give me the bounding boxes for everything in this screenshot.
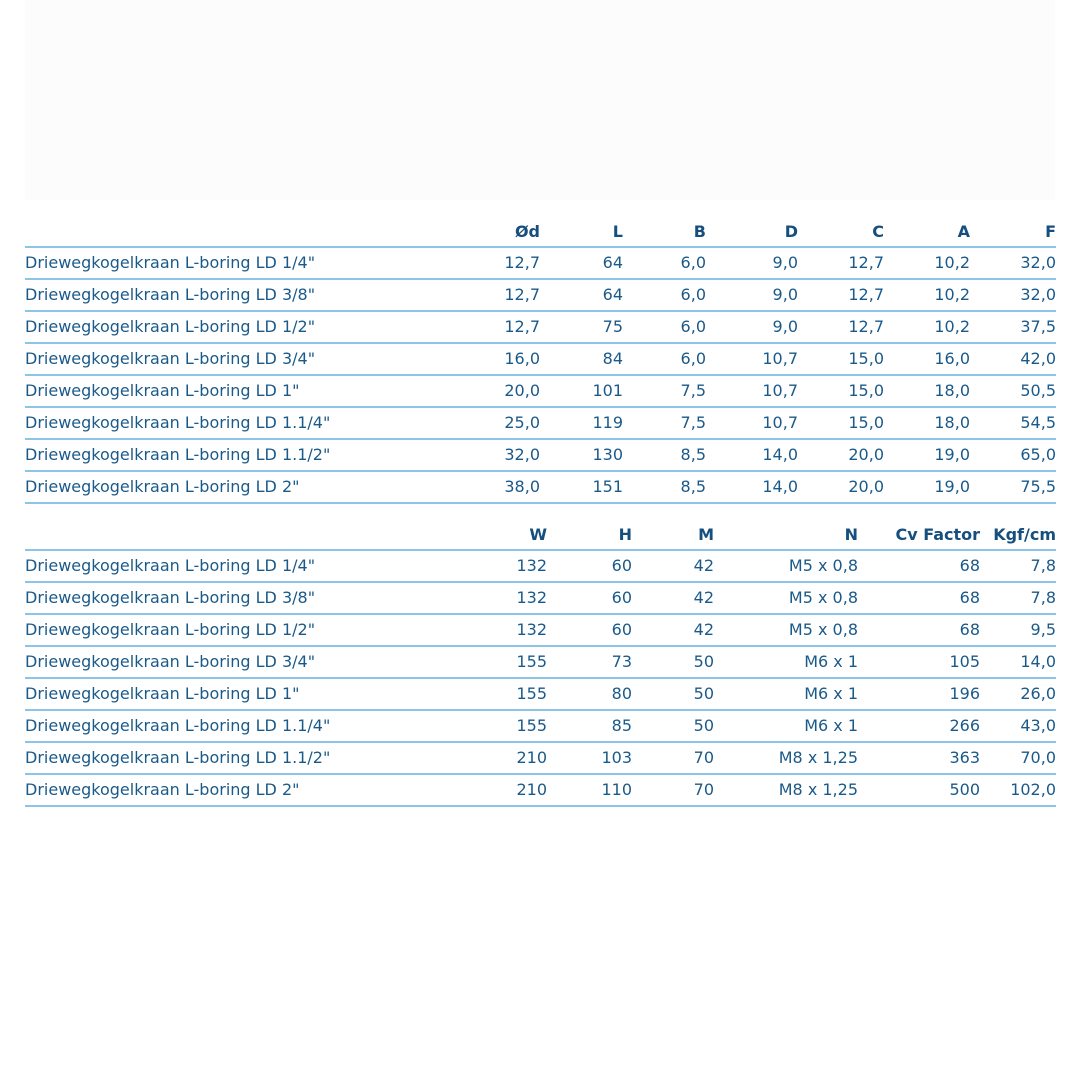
value-cell: 500 — [858, 774, 980, 806]
value-cell: 20,0 — [480, 375, 540, 407]
value-cell: 9,0 — [706, 311, 798, 343]
value-cell: 103 — [547, 742, 632, 774]
value-cell: 68 — [858, 582, 980, 614]
value-cell: 9,0 — [706, 279, 798, 311]
product-name-cell: Driewegkogelkraan L-boring LD 1.1/2" — [25, 742, 480, 774]
value-cell: M8 x 1,25 — [714, 742, 858, 774]
value-cell: 12,7 — [480, 311, 540, 343]
table-row — [25, 407, 1056, 439]
value-cell: 7,8 — [980, 550, 1056, 582]
value-cell: M5 x 0,8 — [714, 550, 858, 582]
table-row — [25, 646, 1056, 678]
value-cell: 101 — [540, 375, 623, 407]
value-cell: 6,0 — [623, 279, 706, 311]
product-name-cell: Driewegkogelkraan L-boring LD 1/4" — [25, 550, 480, 582]
value-cell: 18,0 — [884, 375, 970, 407]
table-row — [25, 582, 1056, 614]
value-cell: 8,5 — [623, 471, 706, 503]
value-cell: 18,0 — [884, 407, 970, 439]
product-name-cell: Driewegkogelkraan L-boring LD 3/8" — [25, 279, 480, 311]
table-row — [25, 742, 1056, 774]
product-name-cell: Driewegkogelkraan L-boring LD 1.1/4" — [25, 710, 480, 742]
value-cell: M6 x 1 — [714, 678, 858, 710]
header-cell-od: Ød — [480, 218, 540, 247]
value-cell: 363 — [858, 742, 980, 774]
value-cell: 50 — [632, 710, 714, 742]
value-cell: 70,0 — [980, 742, 1056, 774]
header-cell-l: L — [540, 218, 623, 247]
value-cell: 110 — [547, 774, 632, 806]
header-cell-kgf-cm: Kgf/cm — [980, 521, 1056, 550]
dimensions-header-row — [25, 218, 1056, 247]
specifications-table — [25, 521, 1056, 807]
value-cell: 26,0 — [980, 678, 1056, 710]
product-name-cell: Driewegkogelkraan L-boring LD 1/2" — [25, 614, 480, 646]
value-cell: 15,0 — [798, 407, 884, 439]
table-row — [25, 614, 1056, 646]
value-cell: 7,5 — [623, 407, 706, 439]
header-cell-h: H — [547, 521, 632, 550]
product-name-cell: Driewegkogelkraan L-boring LD 3/8" — [25, 582, 480, 614]
header-cell-b: B — [623, 218, 706, 247]
header-cell — [25, 521, 480, 550]
value-cell: 12,7 — [480, 279, 540, 311]
value-cell: 9,0 — [706, 247, 798, 279]
header-cell-m: M — [632, 521, 714, 550]
value-cell: 10,2 — [884, 311, 970, 343]
header-cell-cv-factor: Cv Factor — [858, 521, 980, 550]
table-row — [25, 343, 1056, 375]
table-row — [25, 471, 1056, 503]
value-cell: 70 — [632, 742, 714, 774]
value-cell: M6 x 1 — [714, 646, 858, 678]
header-cell-c: C — [798, 218, 884, 247]
value-cell: M8 x 1,25 — [714, 774, 858, 806]
value-cell: 75 — [540, 311, 623, 343]
value-cell: 12,7 — [798, 311, 884, 343]
product-name-cell: Driewegkogelkraan L-boring LD 1/4" — [25, 247, 480, 279]
header-cell-n: N — [714, 521, 858, 550]
value-cell: 102,0 — [980, 774, 1056, 806]
table-row — [25, 710, 1056, 742]
value-cell: 10,7 — [706, 407, 798, 439]
product-name-cell: Driewegkogelkraan L-boring LD 1.1/4" — [25, 407, 480, 439]
value-cell: 132 — [480, 582, 547, 614]
value-cell: 196 — [858, 678, 980, 710]
value-cell: 38,0 — [480, 471, 540, 503]
product-name-cell: Driewegkogelkraan L-boring LD 1.1/2" — [25, 439, 480, 471]
value-cell: 60 — [547, 550, 632, 582]
dimensions-table — [25, 218, 1056, 504]
value-cell: M5 x 0,8 — [714, 582, 858, 614]
value-cell: 19,0 — [884, 439, 970, 471]
value-cell: 43,0 — [980, 710, 1056, 742]
value-cell: 130 — [540, 439, 623, 471]
value-cell: 7,5 — [623, 375, 706, 407]
value-cell: 60 — [547, 582, 632, 614]
header-cell-a: A — [884, 218, 970, 247]
table-row — [25, 678, 1056, 710]
value-cell: 132 — [480, 550, 547, 582]
table-row — [25, 375, 1056, 407]
table-row — [25, 279, 1056, 311]
product-name-cell: Driewegkogelkraan L-boring LD 3/4" — [25, 343, 480, 375]
value-cell: 64 — [540, 247, 623, 279]
value-cell: 155 — [480, 646, 547, 678]
value-cell: 42 — [632, 550, 714, 582]
value-cell: 155 — [480, 678, 547, 710]
value-cell: 10,7 — [706, 343, 798, 375]
value-cell: 105 — [858, 646, 980, 678]
value-cell: 37,5 — [970, 311, 1056, 343]
value-cell: 12,7 — [798, 247, 884, 279]
value-cell: 85 — [547, 710, 632, 742]
value-cell: 10,2 — [884, 247, 970, 279]
value-cell: 210 — [480, 742, 547, 774]
value-cell: 50 — [632, 678, 714, 710]
value-cell: 20,0 — [798, 471, 884, 503]
value-cell: 14,0 — [706, 471, 798, 503]
value-cell: 84 — [540, 343, 623, 375]
value-cell: 6,0 — [623, 343, 706, 375]
value-cell: 68 — [858, 614, 980, 646]
value-cell: 210 — [480, 774, 547, 806]
value-cell: 32,0 — [970, 247, 1056, 279]
value-cell: 42 — [632, 614, 714, 646]
value-cell: 8,5 — [623, 439, 706, 471]
value-cell: 6,0 — [623, 311, 706, 343]
table-row — [25, 774, 1056, 806]
table-row — [25, 311, 1056, 343]
product-name-cell: Driewegkogelkraan L-boring LD 2" — [25, 774, 480, 806]
value-cell: 9,5 — [980, 614, 1056, 646]
value-cell: 19,0 — [884, 471, 970, 503]
value-cell: 50,5 — [970, 375, 1056, 407]
value-cell: 32,0 — [480, 439, 540, 471]
value-cell: 65,0 — [970, 439, 1056, 471]
product-name-cell: Driewegkogelkraan L-boring LD 1" — [25, 678, 480, 710]
value-cell: 54,5 — [970, 407, 1056, 439]
value-cell: 266 — [858, 710, 980, 742]
value-cell: 25,0 — [480, 407, 540, 439]
value-cell: 14,0 — [706, 439, 798, 471]
value-cell: 155 — [480, 710, 547, 742]
value-cell: 10,2 — [884, 279, 970, 311]
value-cell: 50 — [632, 646, 714, 678]
value-cell: 68 — [858, 550, 980, 582]
value-cell: 14,0 — [980, 646, 1056, 678]
value-cell: 42 — [632, 582, 714, 614]
value-cell: 75,5 — [970, 471, 1056, 503]
value-cell: 73 — [547, 646, 632, 678]
table-row — [25, 439, 1056, 471]
value-cell: 15,0 — [798, 343, 884, 375]
value-cell: 16,0 — [480, 343, 540, 375]
product-name-cell: Driewegkogelkraan L-boring LD 3/4" — [25, 646, 480, 678]
value-cell: 42,0 — [970, 343, 1056, 375]
product-name-cell: Driewegkogelkraan L-boring LD 1/2" — [25, 311, 480, 343]
product-name-cell: Driewegkogelkraan L-boring LD 2" — [25, 471, 480, 503]
product-name-cell: Driewegkogelkraan L-boring LD 1" — [25, 375, 480, 407]
header-cell — [25, 218, 480, 247]
value-cell: 6,0 — [623, 247, 706, 279]
value-cell: 10,7 — [706, 375, 798, 407]
value-cell: 7,8 — [980, 582, 1056, 614]
table-row — [25, 247, 1056, 279]
value-cell: 132 — [480, 614, 547, 646]
value-cell: 16,0 — [884, 343, 970, 375]
table-row — [25, 550, 1056, 582]
value-cell: 64 — [540, 279, 623, 311]
header-cell-d: D — [706, 218, 798, 247]
value-cell: 119 — [540, 407, 623, 439]
blank-header-area — [25, 0, 1055, 200]
value-cell: 151 — [540, 471, 623, 503]
value-cell: 60 — [547, 614, 632, 646]
value-cell: 70 — [632, 774, 714, 806]
specifications-header-row — [25, 521, 1056, 550]
value-cell: 15,0 — [798, 375, 884, 407]
value-cell: 80 — [547, 678, 632, 710]
value-cell: 12,7 — [480, 247, 540, 279]
value-cell: 12,7 — [798, 279, 884, 311]
header-cell-w: W — [480, 521, 547, 550]
value-cell: 20,0 — [798, 439, 884, 471]
value-cell: 32,0 — [970, 279, 1056, 311]
value-cell: M6 x 1 — [714, 710, 858, 742]
value-cell: M5 x 0,8 — [714, 614, 858, 646]
header-cell-f: F — [970, 218, 1056, 247]
